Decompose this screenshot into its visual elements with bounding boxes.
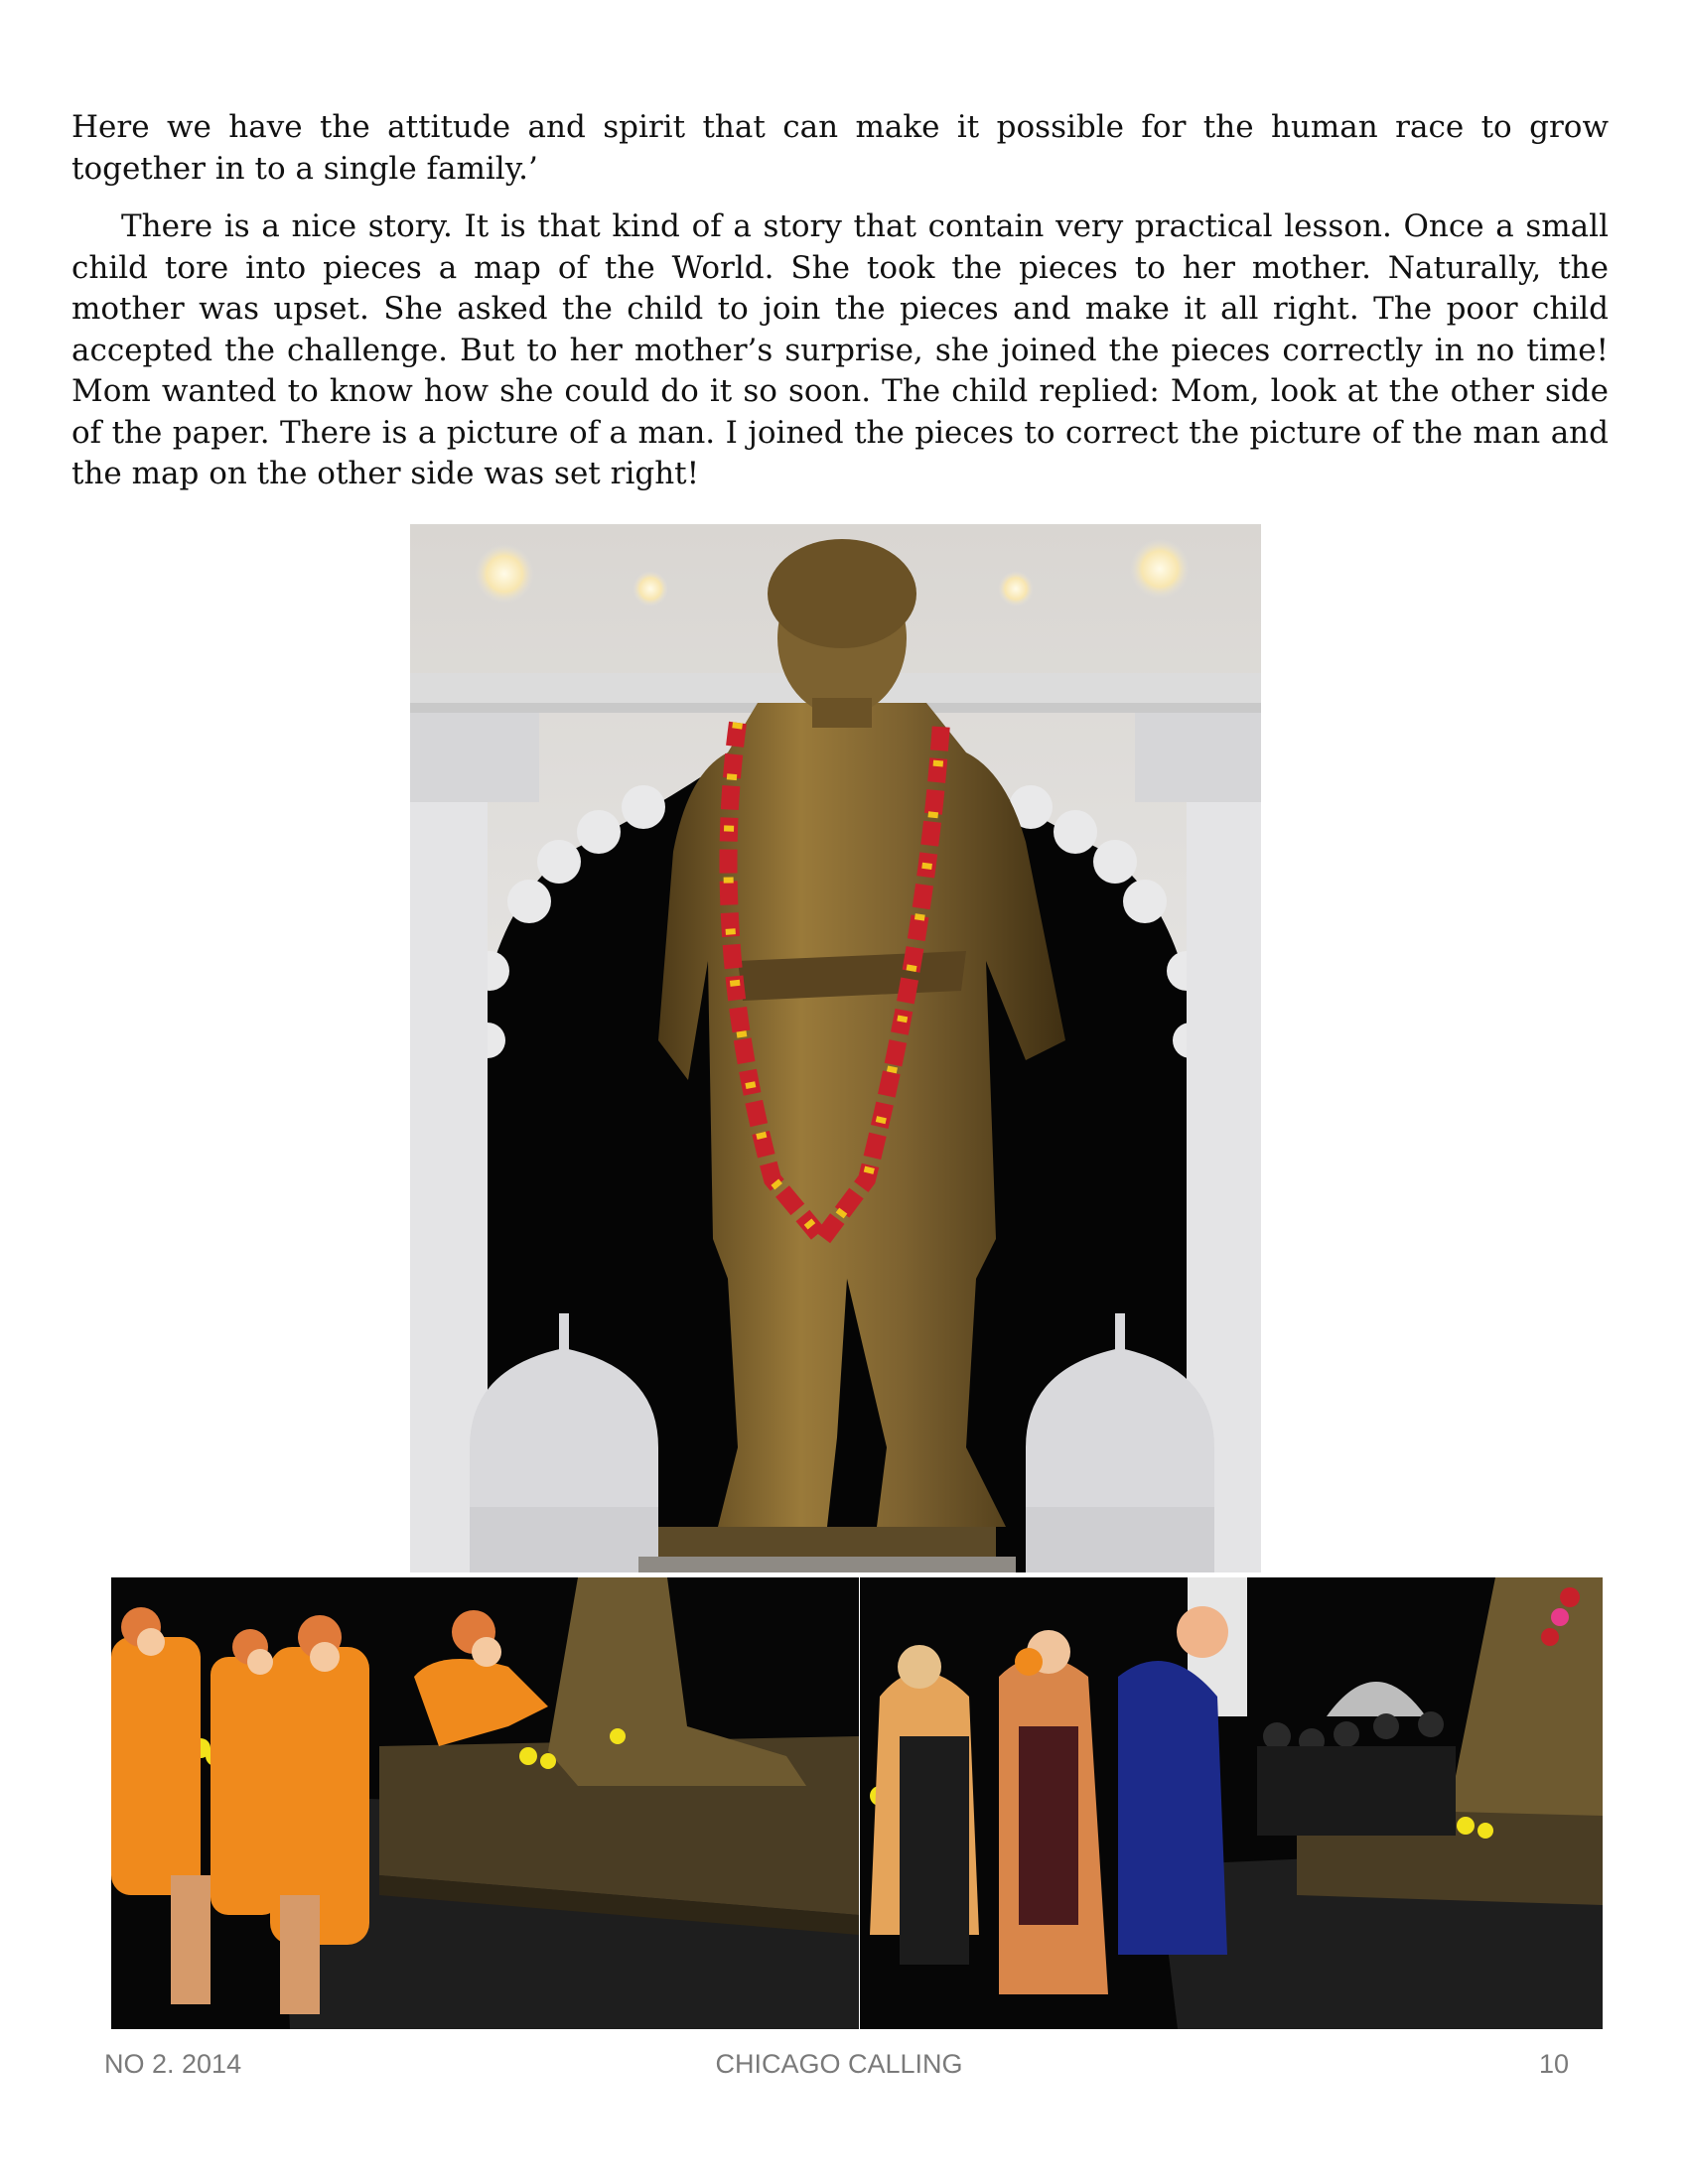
- issue-number: NO 2. 2014: [104, 2049, 242, 2079]
- paragraph-story: There is a nice story. It is that kind of a story that contain very practical lesson. Once a small child tore into pieces a map of the World. She took the pieces to her mother. Naturally, the mother was upset. She asked the child to join the pieces and make it all right. The poor child accepted the challenge. But to her mother’s surprise, she joined the pieces correctly in no time! Mom wanted to know how she could do it so soon. The child replied: Mom, look at the other side of the paper. There is a picture of a man. I joined the pieces to correct the picture of the man and the map on the other side was set right!: [71, 208, 1609, 491]
- paragraph-quote-end: Here we have the attitude and spirit that can make it possible for the human race to grow together in to a single family.’: [71, 109, 1609, 187]
- offering-photo-left: [111, 1577, 859, 2029]
- offering-photo-left-image: [111, 1577, 859, 2029]
- magazine-title: CHICAGO CALLING: [715, 2049, 963, 2079]
- article-body: [71, 107, 1609, 512]
- offering-photo-right: [860, 1577, 1603, 2029]
- statue-photo-image: [410, 524, 1261, 1572]
- page-number: 10: [1538, 2049, 1569, 2079]
- page-footer: [0, 2049, 1688, 2081]
- offering-photo-right-image: [860, 1577, 1603, 2029]
- statue-photo: [410, 524, 1261, 1572]
